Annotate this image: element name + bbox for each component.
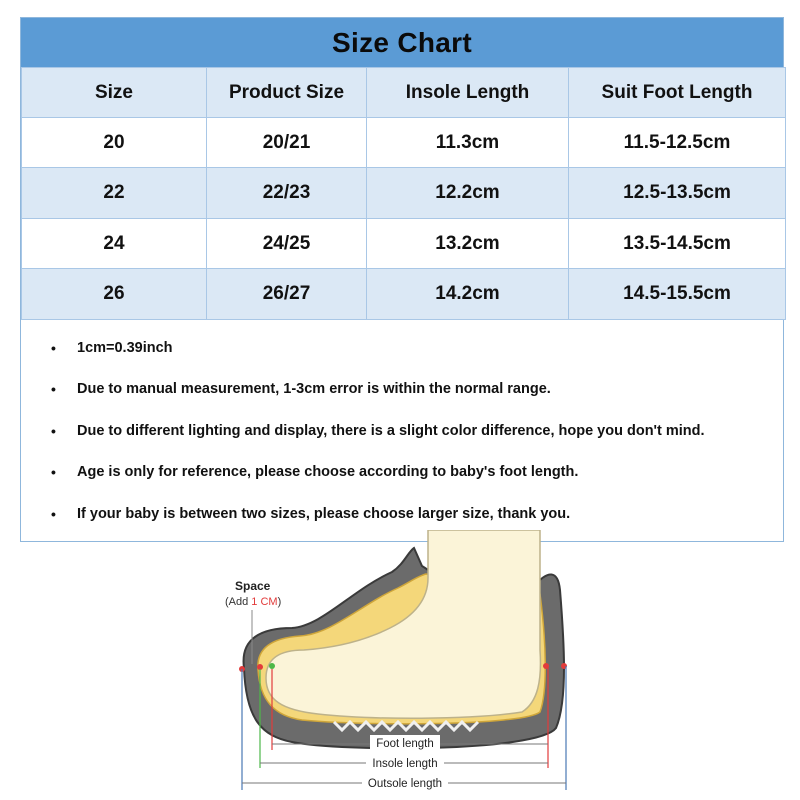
shoe-foot-illustration — [222, 530, 582, 800]
bullet-icon: • — [51, 505, 56, 522]
size-table — [21, 67, 786, 320]
size-chart — [20, 17, 784, 542]
header-product-size: Product Size — [207, 68, 367, 118]
table-row — [22, 118, 786, 168]
cell-product-size: 22/23 — [207, 168, 367, 219]
cell-product-size: 20/21 — [207, 118, 367, 168]
cell-size: 22 — [22, 168, 207, 219]
note-text: Due to different lighting and display, there is a slight color difference, hope you don't mind. — [77, 422, 705, 439]
space-sub-suffix: ) — [277, 596, 282, 608]
cell-insole-length: 14.2cm — [367, 269, 569, 320]
outsole-length-label: Outsole length — [367, 778, 443, 790]
bullet-icon: • — [51, 339, 56, 356]
cell-product-size: 24/25 — [207, 219, 367, 269]
space-sub-value: 1 CM — [251, 596, 278, 608]
cell-suit-foot-length: 13.5-14.5cm — [569, 219, 786, 269]
note-text: 1cm=0.39inch — [77, 339, 173, 356]
cell-suit-foot-length: 11.5-12.5cm — [569, 118, 786, 168]
table-row — [22, 168, 786, 219]
note-text: Due to manual measurement, 1-3cm error is within the normal range. — [77, 381, 551, 398]
cell-suit-foot-length: 14.5-15.5cm — [569, 269, 786, 320]
list-item — [21, 452, 783, 494]
bullet-icon: • — [51, 381, 56, 398]
table-header-row — [22, 68, 786, 118]
chart-title: Size Chart — [21, 18, 783, 67]
list-item — [21, 327, 783, 369]
cell-suit-foot-length: 12.5-13.5cm — [569, 168, 786, 219]
bullet-icon: • — [51, 422, 56, 439]
insole-length-label: Insole length — [372, 758, 438, 770]
cell-insole-length: 12.2cm — [367, 168, 569, 219]
space-sub-prefix: (Add — [225, 596, 252, 608]
header-insole-length: Insole Length — [367, 68, 569, 118]
cell-size: 26 — [22, 269, 207, 320]
list-item — [21, 369, 783, 411]
table-row — [22, 219, 786, 269]
cell-insole-length: 13.2cm — [367, 219, 569, 269]
note-text: Age is only for reference, please choose according to baby's foot length. — [77, 464, 579, 481]
notes-list — [21, 320, 783, 541]
foot-length-label: Foot length — [376, 738, 434, 750]
foot-measurement-diagram — [222, 530, 582, 800]
note-text: If your baby is between two sizes, please choose larger size, thank you. — [77, 505, 571, 522]
space-sub-label — [225, 596, 281, 608]
cell-size: 24 — [22, 219, 207, 269]
header-suit-foot-length: Suit Foot Length — [569, 68, 786, 118]
cell-product-size: 26/27 — [207, 269, 367, 320]
list-item — [21, 493, 783, 535]
cell-insole-length: 11.3cm — [367, 118, 569, 168]
bullet-icon: • — [51, 464, 56, 481]
space-label: Space — [235, 579, 271, 593]
header-size: Size — [22, 68, 207, 118]
cell-size: 20 — [22, 118, 207, 168]
list-item — [21, 410, 783, 452]
table-row — [22, 269, 786, 320]
foot-start-marker — [269, 663, 275, 669]
